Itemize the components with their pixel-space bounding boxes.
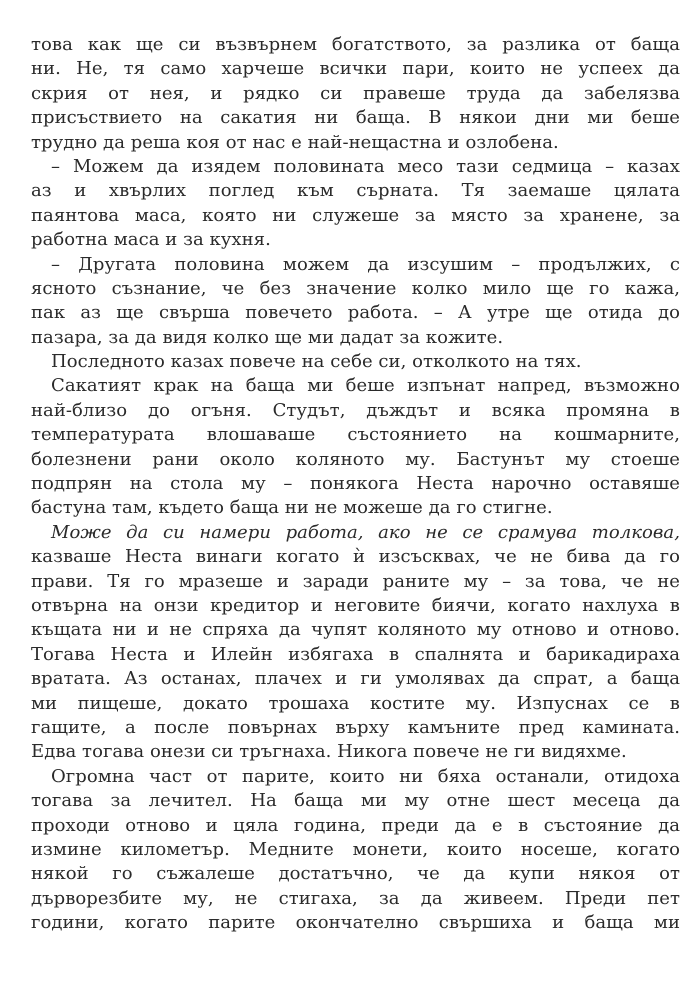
text-line: пак аз ще свърша повечето работа. – А утре ще отида до [31,302,680,324]
text-line: болезнени рани около коляното му. Бастунът му стоеше [31,448,680,470]
text-line: години, когато парите окончателно свършиха и баща ми [31,912,680,934]
text-line: – Другата половина можем да изсушим – продължих, с [51,253,680,275]
text-line: вратата. Аз останах, плачех и ги умолявах да спрат, а баща [31,668,680,690]
text-line: ясното съзнание, че без значение колко мило ще го кажа, [31,277,680,299]
text-line: тогава за лечител. На баща ми му отне шест месеца да [31,790,680,812]
text-line: бастуна там, където баща ни не можеше да го стигне. [31,497,553,519]
text-line: присъствието на сакатия ни баща. В някои дни ми беше [31,107,680,129]
paragraph [31,374,680,520]
text-line: казваше Неста винаги когато ѝ изсъсквах, че не бива да го [31,546,680,568]
paragraph [31,253,680,351]
text-line: Последното казах повече на себе си, отколкото на тях. [51,351,582,373]
text-line: къщата ни и не спряха да чупят коляното му отново и отново. [31,619,680,641]
text-line: ми пищеше, докато трошаха костите му. Изпуснах се в [31,692,680,714]
text-line: Сакатият крак на баща ми беше изпънат напред, възможно [51,375,680,397]
text-line: проходи отново и цяла година, преди да е в състояние да [31,814,680,836]
text-line: ни. Не, тя само харчеше всички пари, които не успеех да [31,58,680,80]
text-line: Едва тогава онези си тръгнаха. Никога повече не ги видяхме. [31,741,627,763]
paragraph [31,155,680,253]
text-line: някой го съжалеше достатъчно, че да купи някоя от [31,863,680,885]
text-line: измине километър. Медните монети, които носеше, когато [31,838,680,860]
text-line: температурата влошаваше състоянието на кошмарните, [31,424,680,446]
text-line: Тогава Неста и Илейн избягаха в спалнята и барикадираха [31,643,680,665]
text-line: дърворезбите му, не стигаха, за да живеем. Преди пет [31,887,680,909]
text-line: отвърна на онзи кредитор и неговите биячи, когато нахлуха в [31,594,680,616]
text-line: пазара, за да видя колко ще ми дадат за кожите. [31,326,504,348]
paragraph [31,521,680,765]
text-line: най-близо до огъня. Студът, дъждът и всяка промяна в [31,399,680,421]
text-line: подпрян на стола му – понякога Неста нарочно оставяше [31,473,680,495]
text-line: трудно да реша коя от нас е най-нещастна и озлобена. [31,131,559,153]
text-line: аз и хвърлих поглед към сърната. Тя заемаше цялата [31,180,680,202]
text-line: Огромна част от парите, които ни бяха останали, отидоха [51,765,680,787]
text-line: скрия от нея, и рядко си правеше труда да забелязва [31,82,680,104]
text-line: – Можем да изядем половината месо тази седмица – казах [51,155,680,177]
text-line: това как ще си възвърнем богатството, за разлика от баща [31,34,680,55]
text-line: Може да си намери работа, ако не се срамува толкова, [51,521,680,543]
text-line: гащите, а после повърнах върху камъните пред камината. [31,716,680,738]
text-line: прави. Тя го мразеше и заради раните му – за това, че не [31,570,680,592]
paragraph [31,33,680,155]
text-line: паянтова маса, която ни служеше за място за хранене, за [31,204,680,226]
paragraph [31,765,680,936]
text-line: работна маса и за кухня. [31,229,271,251]
paragraph [31,350,680,374]
